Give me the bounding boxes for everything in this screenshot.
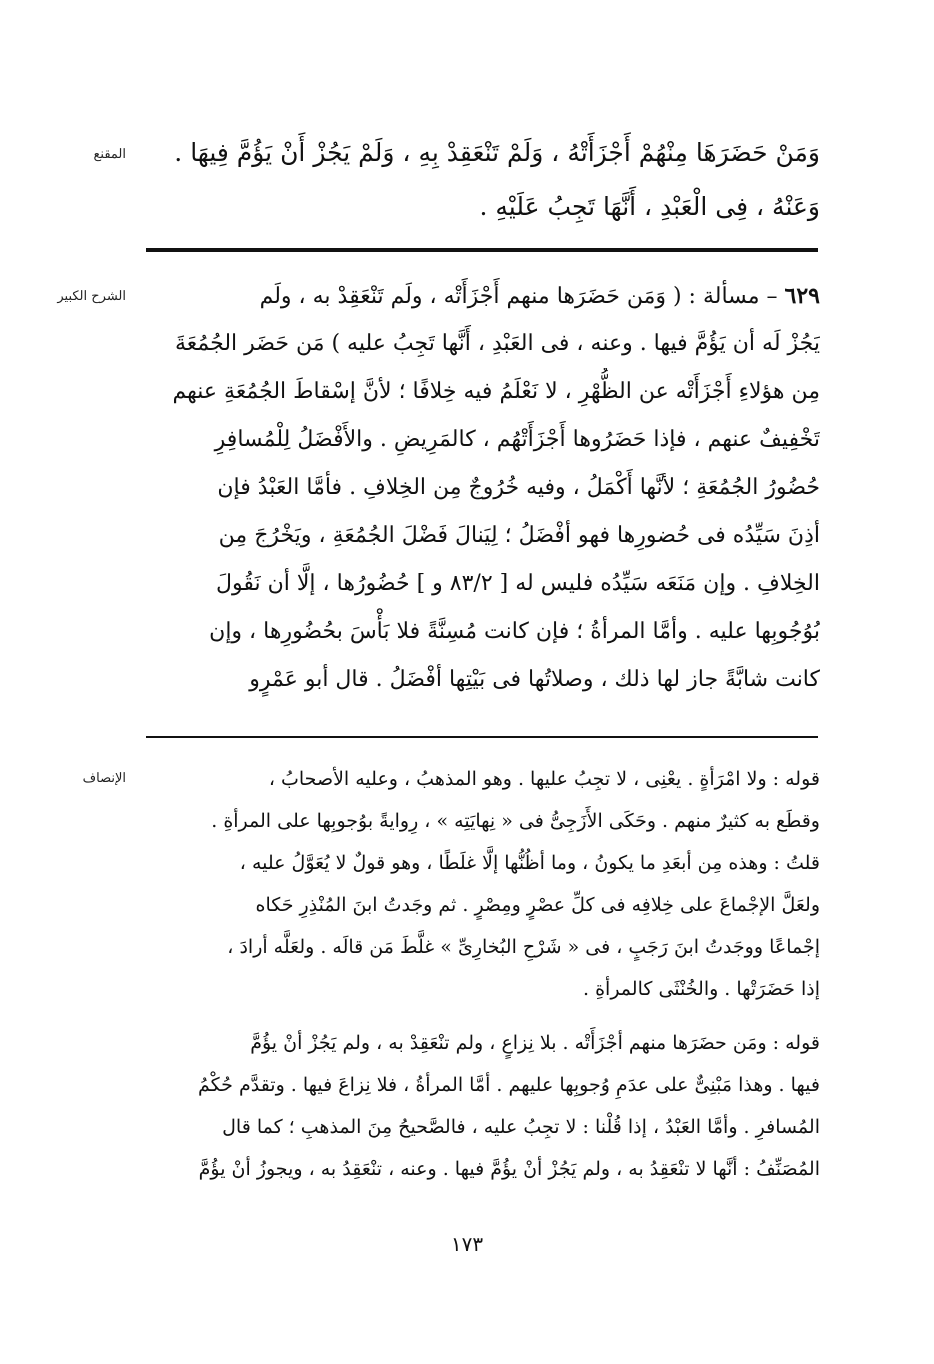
muqni-label: المقنع — [93, 147, 126, 162]
insaf-line: إجْماعًا ووجَدتُ ابنَ رَجَبٍ ، فى « شَرْحِ البُخارِىِّ » غلَّطَ مَن قالَه . ولعَلَّه أرادَ ، — [227, 936, 820, 958]
sharh-line: مِن هؤلاءِ أَجْزَأَتْه عن الظُّهْرِ ، لا نَعْلَمُ فيه خِلافًا ؛ لأنَّ إسْقاطَ الجُمُعَةِ عنهم — [172, 379, 820, 404]
insaf-line: ولعَلَّ الإجْماعَ على خِلافِه فى كلِّ عصْرٍ ومِصْرٍ . ثم وجَدتُ ابنَ المُنْذِرِ حَكاه — [255, 894, 820, 916]
sharh-first-line — [140, 272, 820, 320]
sharh-first-line-text: – مسألة : ( وَمَن حَضَرَها منهم أَجْزَأَتْه ، ولَم تَنْعَقِدْ به ، ولَم — [259, 284, 785, 309]
sharh-line: أذِنَ سَيِّدُه فى حُضورِها فهو أفْضَلُ ؛ لِيَنالَ فَضْلَ الجُمُعَةِ ، ويَخْرُجَ مِن — [218, 523, 820, 548]
insaf-line: إذا حَضَرَتْها . والخُنْثَى كالمرأةِ . — [583, 978, 820, 1000]
issue-number: ٦٢٩ — [784, 283, 820, 309]
sharh-line: كانت شابَّةً جاز لها ذلك ، وصلاتُها فى بَيْتِها أفْضَلُ . قال أبو عَمْرٍو — [249, 667, 820, 692]
sharh-line: تَخْفِيفٌ عنهم ، فإذا حَضَرُوها أَجْزَأَتْهُم ، كالمَرِيضِ . والأَفْضَلُ لِلْمُسافِرِ — [214, 427, 820, 452]
insaf-line: فيها . وهذا مَبْنِىٌّ على عدَمِ وُجوبِها عليهم . أمَّا المرأةُ ، فلا نِزاعَ فيها . وتقدَّم حُكْمُ — [198, 1074, 820, 1096]
insaf-label: الإنصاف — [82, 771, 126, 786]
insaf-text — [140, 758, 820, 1190]
muqni-line: وَمَنْ حَضَرَهَا مِنْهُمْ أَجْزَأَتْهُ ، وَلَمْ تَنْعَقِدْ بِهِ ، وَلَمْ يَجُزْ أَنْ يَؤُمَّ فِيهَا . — [174, 138, 820, 167]
sharh-label: الشرح الكبير — [57, 289, 126, 304]
muqni-divider — [146, 248, 818, 252]
insaf-line: قوله : ومَن حضَرَها منهم أجْزَأَتْه . بلا نِزاعٍ ، ولم تنْعَقِدْ به ، ولم يَجُزْ أنْ يؤُمَّ — [250, 1032, 820, 1054]
insaf-paragraph-2 — [140, 1022, 820, 1190]
insaf-line: المُسافرِ . وأمَّا العَبْدُ ، إذا قُلْنا : لا تجِبُ عليه ، فالصَّحيحُ مِنَ المذهبِ ؛ كما قال — [222, 1116, 820, 1138]
insaf-line: قوله : ولا امْرَأةٍ . يعْنِى ، لا تجِبُ عليها . وهو المذهبُ ، وعليه الأصحابُ ، — [268, 768, 820, 790]
sharh-line: حُضُورُ الجُمُعَةِ ؛ لأنَّها أَكْمَلُ ، وفيه خُرُوجٌ مِن الخِلافِ . فأمَّا العَبْدُ فإن — [217, 475, 820, 500]
sharh-line: بُوُجُوبِها عليه . وأمَّا المرأةُ ؛ فإن كانت مُسِنَّةً فلا بَأْسَ بحُضُورِها ، وإن — [209, 619, 820, 644]
insaf-line: قلتُ : وهذه مِن أبعَدِ ما يكونُ ، وما أظُنُّها إلَّا غلَطًا ، وهو قولٌ لا يُعَوَّلُ عليه ، — [239, 852, 820, 874]
sharh-text — [140, 272, 820, 704]
sharh-line: الخِلافِ . وإن مَنَعَه سَيِّدُه فليس له [ ٨٣/٢ و ] حُضُورُها ، إلَّا أن نَقُولَ — [216, 571, 820, 596]
insaf-paragraph-1 — [140, 758, 820, 1010]
sharh-line: يَجُزْ لَه أن يَؤُمَّ فيها . وعنه ، فى العَبْدِ ، أَنَّها تَجِبُ عليه ) مَن حَضَر الجُمُعَةَ — [175, 331, 820, 356]
page-number: ١٧٣ — [450, 1232, 484, 1256]
muqni-text — [140, 126, 820, 234]
muqni-line: وَعَنْهُ ، فِى الْعَبْدِ ، أَنَّهَا تَجِبُ عَلَيْهِ . — [479, 192, 820, 221]
insaf-line: المُصَنِّفُ : أنَّها لا تنْعَقِدُ به ، ولم يَجُزْ أنْ يؤُمَّ فيها . وعنه ، تنْعَقِدُ به ، ويجوزُ أنْ يؤُمَّ — [198, 1158, 820, 1180]
insaf-line: وقطَع به كثيرٌ منهم . وحَكَى الأَزَجِىُّ فى « نِهايَتِه » ، رِوايةً بوُجوبِها على المرأةِ . — [211, 810, 820, 832]
sharh-divider — [146, 736, 818, 738]
